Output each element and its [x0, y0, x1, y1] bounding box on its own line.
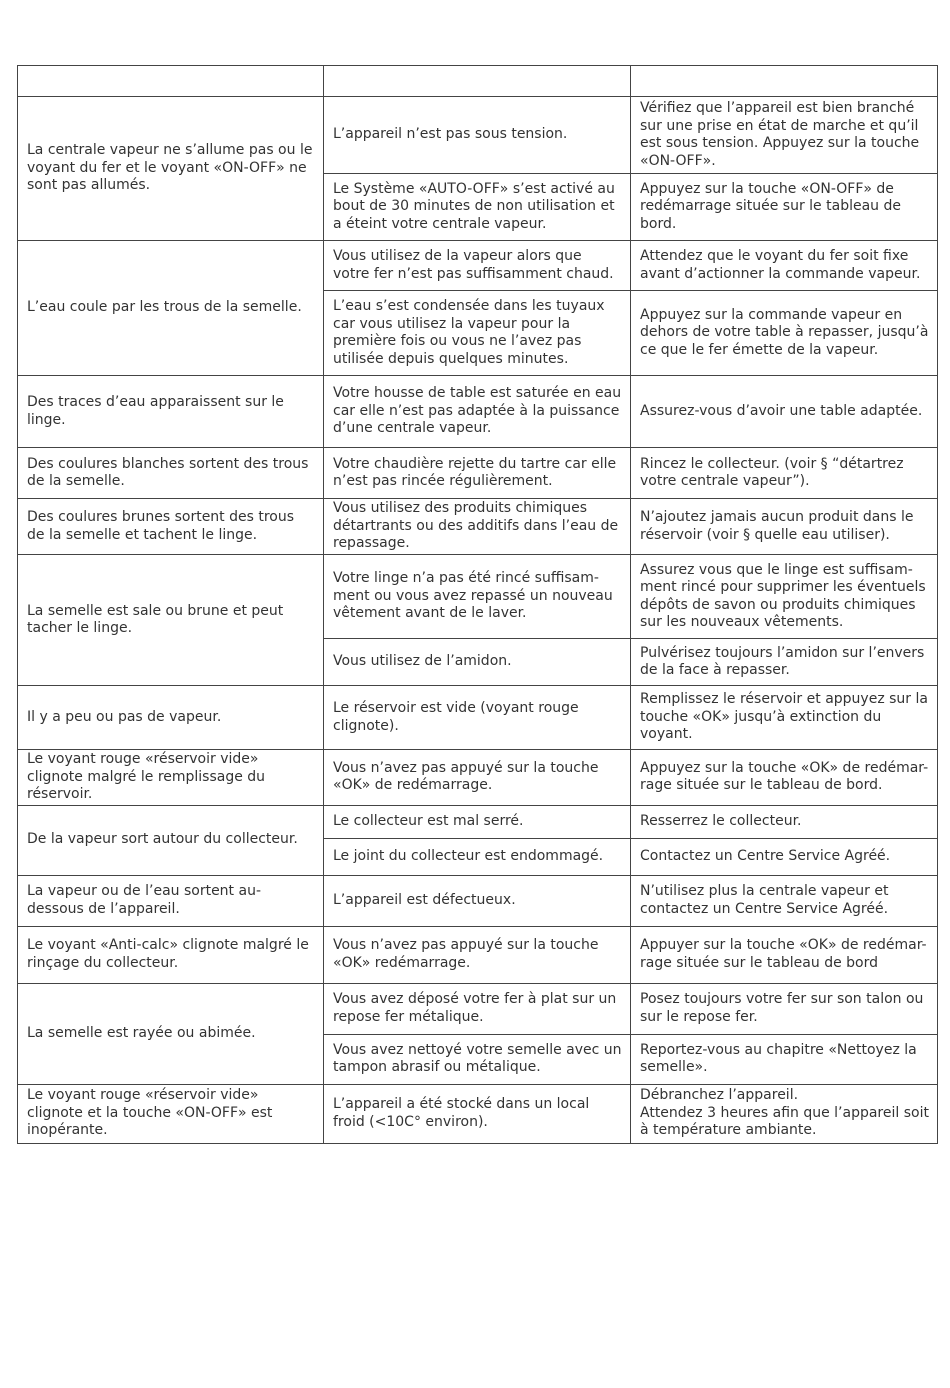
problem-cell: Des traces d’eau apparaissent sur le linge. — [18, 376, 324, 448]
solution-cell: Remplissez le réservoir et appuyez sur la touche «OK» jusqu’à extinction du voyant. — [631, 686, 938, 750]
cause-cell: Le collecteur est mal serré. — [324, 805, 631, 838]
solution-cell: Posez toujours votre fer sur son talon ou sur le repose fer. — [631, 983, 938, 1034]
table-row — [18, 750, 938, 806]
problem-cell: De la vapeur sort autour du collecteur. — [18, 805, 324, 875]
header-cause — [324, 66, 631, 97]
cause-cell: L’appareil est défectueux. — [324, 875, 631, 926]
table-row — [18, 448, 938, 499]
problem-cell: L’eau coule par les trous de la semelle. — [18, 241, 324, 376]
table-row — [18, 97, 938, 174]
problem-cell: Des coulures blanches sortent des trous de la semelle. — [18, 448, 324, 499]
table-header — [18, 66, 938, 97]
troubleshooting-table — [17, 65, 938, 1144]
cause-cell: L’eau s’est condensée dans les tuyaux car vous utilisez la vapeur pour la première fois ou vous ne l’avez pas utilisée depuis quelques minutes. — [324, 291, 631, 376]
solution-cell: Resserrez le collecteur. — [631, 805, 938, 838]
solution-cell: Pulvérisez toujours l’amidon sur l’envers de la face à repasser. — [631, 639, 938, 686]
solution-cell: N’ajoutez jamais aucun produit dans le réservoir (voir § quelle eau utiliser). — [631, 499, 938, 555]
cause-cell: Vous utilisez de l’amidon. — [324, 639, 631, 686]
problem-cell: La semelle est sale ou brune et peut tacher le linge. — [18, 555, 324, 686]
cause-cell: L’appareil a été stocké dans un local froid (<10C° environ). — [324, 1084, 631, 1143]
solution-cell: Appuyez sur la touche «OK» de redémar- rage située sur le tableau de bord. — [631, 750, 938, 806]
table-row — [18, 241, 938, 291]
cause-cell: Vous avez déposé votre fer à plat sur un repose fer métalique. — [324, 983, 631, 1034]
table-row — [18, 983, 938, 1034]
cause-cell: L’appareil n’est pas sous tension. — [324, 97, 631, 174]
problem-cell: Des coulures brunes sortent des trous de la semelle et tachent le linge. — [18, 499, 324, 555]
problem-cell: La vapeur ou de l’eau sortent au-dessous de l’appareil. — [18, 875, 324, 926]
solution-cell: Appuyez sur la touche «ON-OFF» de redémarrage située sur le tableau de bord. — [631, 174, 938, 241]
cause-cell: Le Système «AUTO-OFF» s’est activé au bout de 30 minutes de non utilisation et a éteint votre centrale vapeur. — [324, 174, 631, 241]
cause-cell: Vous utilisez de la vapeur alors que votre fer n’est pas suffisamment chaud. — [324, 241, 631, 291]
table-row — [18, 555, 938, 639]
cause-cell: Votre chaudière rejette du tartre car elle n’est pas rincée régulièrement. — [324, 448, 631, 499]
cause-cell: Vous avez nettoyé votre semelle avec un tampon abrasif ou métalique. — [324, 1034, 631, 1084]
solution-cell: Assurez vous que le linge est suffisam- ment rincé pour supprimer les éventuels dépôts de savon ou produits chimiques sur les nouveaux vêtements. — [631, 555, 938, 639]
table-row — [18, 1084, 938, 1143]
solution-cell: Contactez un Centre Service Agréé. — [631, 838, 938, 875]
table-row — [18, 875, 938, 926]
solution-cell: Appuyez sur la commande vapeur en dehors de votre table à repasser, jusqu’à ce que le fer émette de la vapeur. — [631, 291, 938, 376]
solution-cell: Débranchez l’appareil. Attendez 3 heures afin que l’appareil soit à température ambiante. — [631, 1084, 938, 1143]
table-body — [18, 97, 938, 1144]
table-row — [18, 499, 938, 555]
solution-cell: Rincez le collecteur. (voir § “détartrez votre centrale vapeur”). — [631, 448, 938, 499]
cause-cell: Votre linge n’a pas été rincé suffisam- ment ou vous avez repassé un nouveau vêtement avant de le laver. — [324, 555, 631, 639]
cause-cell: Vous n’avez pas appuyé sur la touche «OK» redémarrage. — [324, 926, 631, 983]
solution-cell: Attendez que le voyant du fer soit fixe avant d’actionner la commande vapeur. — [631, 241, 938, 291]
header-row — [18, 66, 938, 97]
solution-cell: N’utilisez plus la centrale vapeur et contactez un Centre Service Agréé. — [631, 875, 938, 926]
cause-cell: Votre housse de table est saturée en eau car elle n’est pas adaptée à la puissance d’une centrale vapeur. — [324, 376, 631, 448]
problem-cell: La semelle est rayée ou abimée. — [18, 983, 324, 1084]
problem-cell: Il y a peu ou pas de vapeur. — [18, 686, 324, 750]
problem-cell: Le voyant «Anti-calc» clignote malgré le rinçage du collecteur. — [18, 926, 324, 983]
solution-cell: Vérifiez que l’appareil est bien branché sur une prise en état de marche et qu’il est sous tension. Appuyez sur la touche «ON-OFF». — [631, 97, 938, 174]
problem-cell: Le voyant rouge «réservoir vide» clignote et la touche «ON-OFF» est inopérante. — [18, 1084, 324, 1143]
cause-cell: Le réservoir est vide (voyant rouge clignote). — [324, 686, 631, 750]
solution-cell: Assurez-vous d’avoir une table adaptée. — [631, 376, 938, 448]
solution-cell: Appuyer sur la touche «OK» de redémar- rage située sur le tableau de bord — [631, 926, 938, 983]
header-problem — [18, 66, 324, 97]
problem-cell: Le voyant rouge «réservoir vide» clignote malgré le remplissage du réservoir. — [18, 750, 324, 806]
table-row — [18, 686, 938, 750]
cause-cell: Vous utilisez des produits chimiques détartrants ou des additifs dans l’eau de repassage. — [324, 499, 631, 555]
table-row — [18, 926, 938, 983]
table-row — [18, 805, 938, 838]
problem-cell: La centrale vapeur ne s’allume pas ou le voyant du fer et le voyant «ON-OFF» ne sont pas allumés. — [18, 97, 324, 241]
header-solution — [631, 66, 938, 97]
cause-cell: Vous n’avez pas appuyé sur la touche «OK» de redémarrage. — [324, 750, 631, 806]
table-row — [18, 376, 938, 448]
cause-cell: Le joint du collecteur est endommagé. — [324, 838, 631, 875]
solution-cell: Reportez-vous au chapitre «Nettoyez la semelle». — [631, 1034, 938, 1084]
